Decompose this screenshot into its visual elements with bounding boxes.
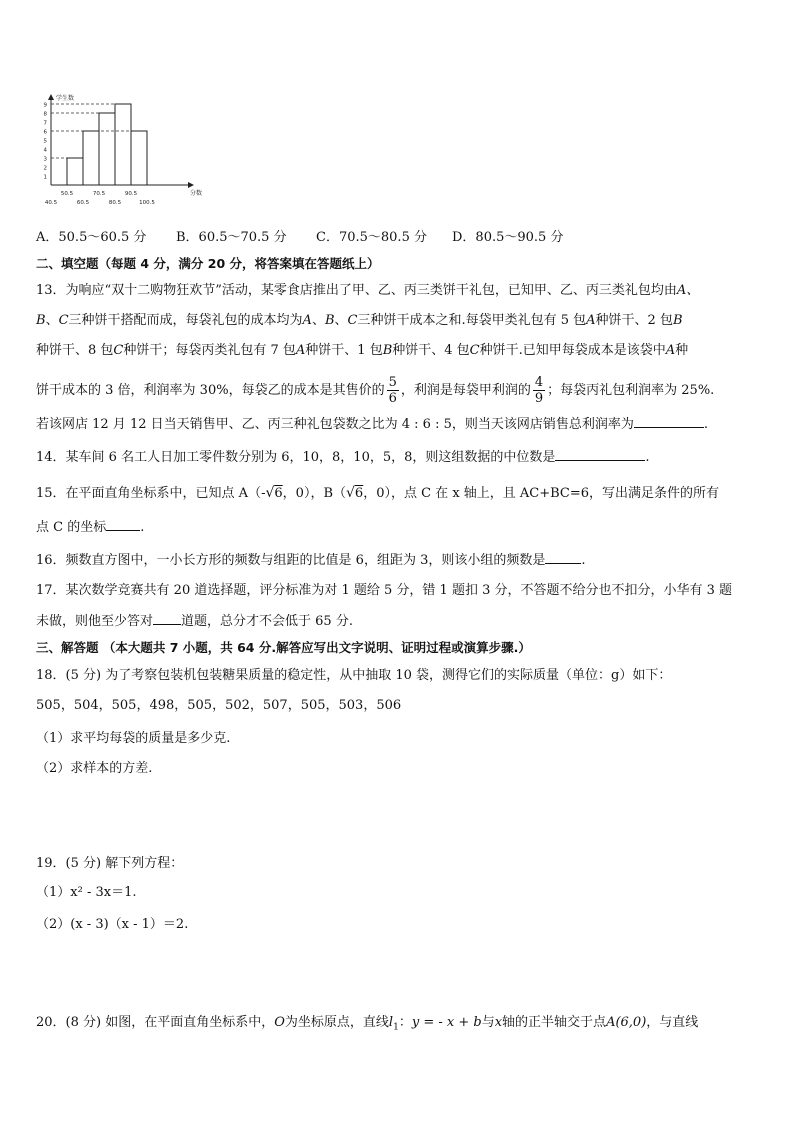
x-tick-label: 70.5: [92, 191, 106, 197]
q19-line-1: 19．(5 分) 解下列方程：: [36, 856, 184, 871]
answer-blank: [555, 448, 645, 461]
section-2-heading: 二、填空题（每题 4 分，满分 20 分，将答案填在答题纸上）: [36, 256, 380, 271]
y-axis-label: 学生数: [56, 95, 75, 102]
y-tick-label: 8: [43, 111, 47, 118]
y-tick-label: 4: [43, 147, 47, 154]
histogram-bar: [67, 158, 83, 185]
y-tick-label: 9: [43, 102, 47, 109]
y-tick-label: 7: [43, 120, 47, 127]
q20-line-1: 20．(8 分) 如图，在平面直角坐标系中，O为坐标原点，直线$l_1$：y = - x + b与x轴的正半轴交于点A(6,0)，与直线: [36, 1015, 699, 1033]
q13-line-1: 13．为响应“双十二购物狂欢节”活动，某零食店推出了甲、乙、丙三类饼干礼包，已知甲、乙、丙三类礼包均由A、: [36, 283, 700, 298]
answer-blank: [106, 518, 140, 531]
y-tick-label: 2: [43, 165, 47, 172]
fraction-5-6: $\frac{5}{6}$: [388, 375, 397, 406]
y-tick-label: 1: [43, 174, 47, 181]
q14: 14．某车间 6 名工人日加工零件数分别为 6，10，8，10，5，8，则这组数据的中位数是 .: [36, 450, 650, 465]
q12-option-c: C．70.5～80.5 分: [316, 230, 427, 245]
q18-data: 505，504，505，498，505，502，507，505，503，506: [36, 698, 402, 713]
x-tick-label: 50.5: [60, 191, 74, 197]
histogram-bar: [131, 131, 147, 185]
histogram-bar: [99, 113, 115, 185]
q17-line-2: 未做，则他至少答对 道题，总分才不会低于 65 分.: [36, 614, 353, 629]
y-tick-label: 3: [43, 156, 47, 163]
y-tick-label: 6: [43, 129, 47, 136]
y-axis-arrow: [48, 94, 54, 100]
answer-blank: [545, 551, 581, 564]
x-tick-label: 100.5: [139, 200, 155, 206]
q16: 16．频数直方图中，一小长方形的频数与组距的比值是 6，组距为 3，则该小组的频数是 .: [36, 553, 586, 568]
q12-option-d: D．80.5～90.5 分: [452, 230, 564, 245]
answer-blank: [153, 612, 181, 625]
x-axis-label: 分数: [190, 190, 203, 197]
q15-line-2: 点 C 的坐标 .: [36, 520, 145, 535]
histogram-bar: [83, 131, 99, 185]
q18-line-1: 18．(5 分) 为了考察包装机包装糖果质量的稳定性，从中抽取 10 袋，测得它们的实际质量（单位：g）如下：: [36, 668, 672, 683]
q18-sub-2: （2）求样本的方差.: [36, 761, 153, 776]
q18-sub-1: （1）求平均每袋的质量是多少克.: [36, 731, 231, 746]
q12-option-b: B．60.5～70.5 分: [176, 230, 287, 245]
q19-sub-1: （1）x² - 3x＝1.: [36, 885, 137, 900]
q13-line-2: B、C三种饼干搭配而成，每袋礼包的成本均为A、B、C三种饼干成本之和.每袋甲类礼包有 5 包A种饼干、2 包B: [36, 313, 683, 328]
q15-line-1: 15．在平面直角坐标系中，已知点 A（-√6，0），B（√6，0），点 C 在 x 轴上，且 AC+BC=6，写出满足条件的所有: [36, 485, 720, 501]
section-3-heading: 三、解答题 （本大题共 7 小题，共 64 分.解答应写出文字说明、证明过程或演算步骤.）: [36, 640, 531, 655]
x-tick-label: 90.5: [124, 191, 138, 197]
y-tick-label: 5: [43, 138, 47, 145]
x-tick-label: 80.5: [108, 200, 122, 206]
answer-blank: [634, 415, 704, 428]
q12-option-a: A．50.5～60.5 分: [36, 230, 147, 245]
q13-line-4: 饼干成本的 3 倍，利润率为 30%，每袋乙的成本是其售价的 $\frac{5}{6}$ ，利润是每袋甲利润的 $\frac{4}{9}$ ；每袋丙礼包利润率为 25%.: [36, 375, 715, 406]
x-tick-label: 60.5: [76, 200, 90, 206]
x-axis-arrow: [188, 182, 194, 188]
q13-line-5: 若该网店 12 月 12 日当天销售甲、乙、丙三种礼包袋数之比为 4 : 6 : 5，则当天该网店销售总利润率为 .: [36, 417, 708, 432]
histogram-bar: [115, 104, 131, 185]
histogram-chart: [28, 92, 228, 210]
q13-line-3: 种饼干、8 包C种饼干；每袋丙类礼包有 7 包A种饼干、1 包B种饼干、4 包C种饼干.已知甲每袋成本是该袋中A种: [36, 343, 689, 358]
x-tick-label: 40.5: [44, 200, 58, 206]
q19-sub-2: （2）(x - 3)（x - 1）＝2.: [36, 917, 189, 932]
q17-line-1: 17．某次数学竞赛共有 20 道选择题，评分标准为对 1 题给 5 分，错 1 题扣 3 分，不答题不给分也不扣分，小华有 3 题: [36, 583, 733, 598]
fraction-4-9: $\frac{4}{9}$: [534, 375, 544, 406]
